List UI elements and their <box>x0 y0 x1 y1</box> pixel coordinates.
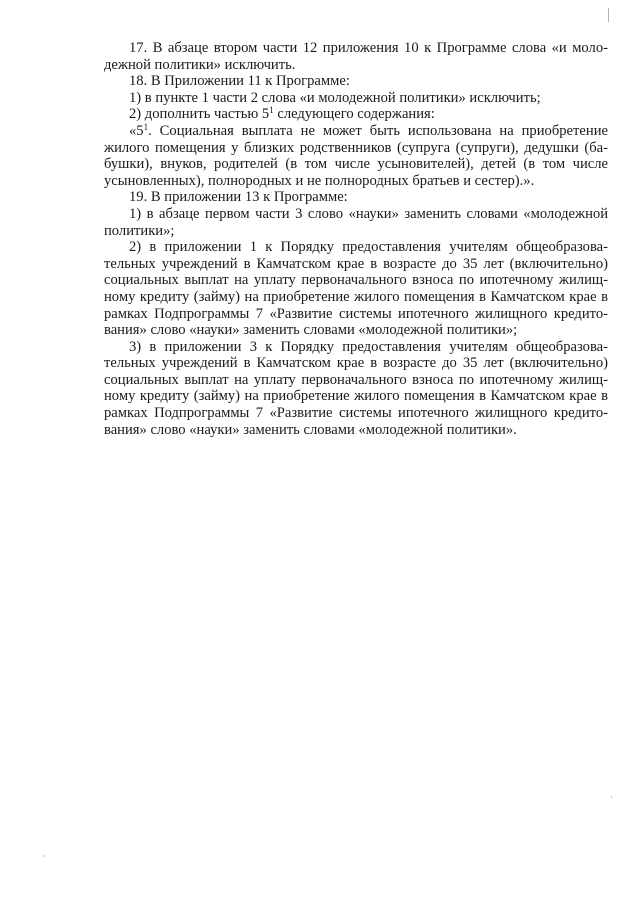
paragraph-17-text: 17. В абзаце втором части 12 приложения 10 к Программе слова «и молодежной политики» исключить. <box>104 40 608 73</box>
quoted-part-5-1-start: «5 <box>129 122 144 139</box>
paragraph-19-text: 19. В приложении 13 к Программе: <box>129 189 348 206</box>
paragraph-19-item-3 <box>104 339 608 439</box>
paragraph-18-item-2 <box>104 106 608 123</box>
paragraph-19-item-2-text: 2) в приложении 1 к Порядку предоставления учителям общеобразовательных учреждений в Камчатском крае в возрасте до 35 лет (включительно) социальных выплат на уплату первоначального взноса по ипотечному жилищному кредиту (займу) на приобретение жилого помещения в Камчатском крае в рамках Подпрограммы 7 «Развитие системы ипотечного жилищного кредитования» слово «науки» заменить словами «молодежной политики»; <box>104 239 608 339</box>
paragraph-18 <box>104 73 608 90</box>
quoted-part-5-1 <box>104 123 608 189</box>
paragraph-18-item-1-text: 1) в пункте 1 части 2 слова «и молодежной политики» исключить; <box>129 89 541 106</box>
paragraph-18-item-2-tail: следующего содержания: <box>273 106 435 123</box>
document-body <box>104 40 608 438</box>
paragraph-19-item-3-text: 3) в приложении 3 к Порядку предоставления учителям общеобразовательных учреждений в Камчатском крае в возрасте до 35 лет (включительно) социальных выплат на уплату первоначального взноса по ипотечному жилищному кредиту (займу) на приобретение жилого помещения в Камчатском крае в рамках Подпрограммы 7 «Развитие системы ипотечного жилищного кредитования» слово «науки» заменить словами «молодежной политики». <box>104 338 608 438</box>
scan-artifact <box>611 796 612 798</box>
superscript-marker: 1 <box>269 105 274 116</box>
paragraph-18-item-2-text: 2) дополнить частью 5 <box>129 106 270 123</box>
paragraph-18-item-1 <box>104 90 608 107</box>
superscript-marker: 1 <box>143 121 149 132</box>
scan-artifact <box>608 8 609 22</box>
paragraph-17 <box>104 40 608 73</box>
scan-artifact <box>44 855 45 857</box>
paragraph-19-item-1-text: 1) в абзаце первом части 3 слово «науки» заменить словами «молодежной политики»; <box>104 205 608 239</box>
paragraph-19-item-1 <box>104 206 608 239</box>
paragraph-19-item-2 <box>104 239 608 339</box>
quoted-part-5-1-text: . Социальная выплата не может быть использована на приобретение жилого помещения у близких родственников (супруга (супруги), дедушки (бабушки), внуков, родителей (в том числе усыновителей), детей (в том числе усыновленных), полнородных и не полнородных братьев и сестер).». <box>104 122 608 189</box>
paragraph-18-text: 18. В Приложении 11 к Программе: <box>129 73 350 90</box>
paragraph-19 <box>104 189 608 206</box>
